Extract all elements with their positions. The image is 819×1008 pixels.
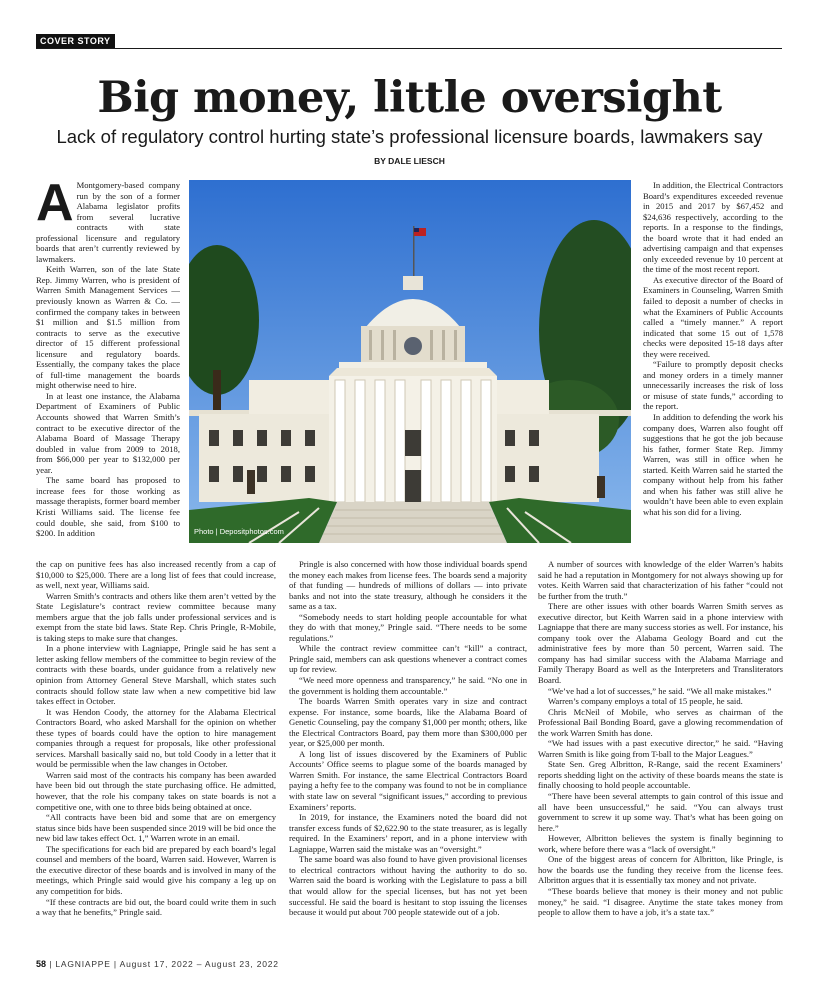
- column-3-top: [643, 180, 783, 558]
- lead-paragraph: A Montgomery-based company run by the son of a former Alabama legislator profits from several lucrative contracts with state professional licensure and regulatory boards that aren’t currently reviewed by lawmakers.: [36, 180, 180, 264]
- deck-subheadline: Lack of regulatory control hurting state’s professional licensure boards, lawmakers say: [56, 126, 763, 147]
- capitol-photo: [189, 180, 631, 543]
- paragraph: State Sen. Greg Albritton, R-Range, said the recent Examiners’ reports shedding light on the activity of these boards means the state is finally choosing to hold people accountable.: [538, 759, 783, 791]
- paragraph: “If these contracts are bid out, the board could write them in such a way that he benefits,” Pringle said.: [36, 896, 276, 918]
- drop-cap: A: [36, 180, 74, 232]
- paragraph: It was Hendon Coody, the attorney for the Alabama Electrical Contractors Board, who asked Marshall for the opinion on whether these types of boards could have the option to hire management companies through a request for proposals, like other professional services. Marshall basically said no, but told Coody in a letter that it would be permissible when the law changes in October.: [36, 706, 276, 770]
- paragraph: While the contract review committee can’t “kill” a contract, Pringle said, members can ask questions whenever a contract comes up for review.: [289, 643, 527, 675]
- paragraph: “We need more openness and transparency,” he said. “No one in the government is holding them accountable.”: [289, 675, 527, 696]
- paragraph: A number of sources with knowledge of the elder Warren’s habits said he had a reputation in Montgomery for not always showing up for votes. Keith Warren said that characterization of his father “could not be further from the truth.”: [538, 559, 783, 601]
- paragraph: In addition, the Electrical Contractors Board’s expenditures exceeded revenue in 2015 and 2017 by $67,452 and $24,636 respectively, according to the reports. In a response to the findings, the board wrote that it had ended an advertising campaign and that expenses only exceeded revenue by 10 percent at the time of the most recent report.: [643, 180, 783, 275]
- paragraph: “We had issues with a past executive director,” he said. “Having Warren Smith is like going from T-ball to the Major Leagues.”: [538, 738, 783, 759]
- issue-dates: August 17, 2022 – August 23, 2022: [119, 959, 279, 969]
- column-3-bottom: [538, 559, 783, 937]
- paragraph: Warren’s company employs a total of 15 people, he said.: [548, 696, 743, 707]
- section-rule: [36, 34, 782, 49]
- paragraph: In a phone interview with Lagniappe, Pringle said he has sent a letter asking fellow members of the committee to begin review of the contracts with these boards, under guidance from a relatively new opinion from Attorney General Steve Marshall, which states such contracts should follow state law when a new competitive bid law takes effect in October.: [36, 643, 276, 707]
- publication-name: LAGNIAPPE: [55, 959, 111, 969]
- paragraph: The same board has proposed to increase fees for those working as massage therapists, former board member Kristi Williams said. The license fee could double, she said, from $100 to $200. In addition: [36, 475, 180, 539]
- paragraph: In at least one instance, the Alabama Department of Examiners of Public Accounts showed that Warren Smith’s contract to be executive director of the Alabama Board of Massage Therapy doubled in value from 2009 to 2018, from $66,000 per year to $132,000 per year.: [36, 390, 180, 475]
- paragraph: “We’ve had a lot of successes,” he said. “We all make mistakes.”: [548, 685, 772, 696]
- paragraph: A long list of issues discovered by the Examiners of Public Accounts’ Office seems to plague some of the boards managed by Warren Smith. For instance, the same Electrical Contractors Board paying a hefty fee to the company was found to not be in compliance with state law on several “significant issues,” according to previous Examiners’ reports.: [289, 748, 527, 812]
- paragraph: Chris McNeil of Mobile, who serves as chairman of the Professional Bail Bonding Board, gave a glowing recommendation of the work Warren Smith has done.: [538, 706, 783, 738]
- paragraph: the cap on punitive fees has also increased recently from a cap of $10,000 to $25,000. There are a long list of fees that could increase, as well, next year, Williams said.: [36, 559, 276, 591]
- photo-credit: Photo | Depositphotos.com: [194, 527, 284, 536]
- paragraph: The same board was also found to have given provisional licenses to electrical contractors without having the authority to do so. Warren said the board is working with the Legislature to pass a bill that would allow for the special licenses, but has not yet been successful. He said the board is hesitant to stop issuing the licenses because it would put about 700 people statewide out of a job.: [289, 854, 527, 918]
- column-1-bottom: [36, 559, 276, 937]
- byline: BY DALE LIESCH: [374, 156, 445, 166]
- paragraph: “These boards believe that money is their money and not public money,” he said. “I disagree. Anytime the state takes money from people to allow them to have a job, it’s a state tax.”: [538, 885, 783, 918]
- headline: Big money, little oversight: [97, 73, 722, 123]
- page-number: 58: [36, 959, 47, 969]
- section-kicker: COVER STORY: [36, 34, 115, 48]
- paragraph: Keith Warren, son of the late State Rep. Jimmy Warren, who is president of Warren Smith Management Services — previously known as Warren & Co. — confirmed the company takes in between $1 million and $1.5 million from contracts to serve as the executive director of 15 different professional licensure and regulatory boards. Essentially, the company takes the place of full-time management the boards might otherwise need to hire.: [36, 264, 180, 391]
- column-1-top: [36, 180, 180, 558]
- column-2: [289, 559, 527, 937]
- paragraph: The boards Warren Smith operates vary in size and contract expense. For instance, some boards, like the Alabama Board of Genetic Counseling, pay the company $1,000 per month; others, like the Electrical Contractors Board, pay them more than $300,000 per year, or $25,000 per month.: [289, 696, 527, 749]
- paragraph: As executive director of the Board of Examiners in Counseling, Warren Smith failed to deposit a number of checks in what the Examiners of Public Accounts called a “timely manner.” A report indicated that some 15 out of 1,578 checks were deposited 15-18 days after they were received.: [643, 274, 783, 359]
- paragraph: Warren Smith’s contracts and others like them aren’t vetted by the State Legislature’s contract review committee because many members argue that the job falls under professional services and is exempt from the state bid laws. State Rep. Chris Pringle, R-Mobile, is taking steps to make sure that changes.: [36, 590, 276, 643]
- footer-separator: |: [113, 959, 120, 969]
- paragraph: “All contracts have been bid and some that are on emergency status since bids have been suspended since 2019 will be bid once the new bid law takes effect Oct. 1,” Warren wrote in an email.: [36, 812, 276, 844]
- paragraph: Warren said most of the contracts his company has been awarded have been bid out through the state purchasing office. He admitted, however, that the role his company takes on state boards is not a competitive one, with one to three bids being obtained at once.: [36, 769, 276, 812]
- paragraph: The specifications for each bid are prepared by each board’s legal counsel and members of the board, Warren said. However, Warren is the executive director of these boards and is involved in many of the meetings, which Pringle said would give his company a leg up on any competition for bids.: [36, 843, 276, 896]
- paragraph: In 2019, for instance, the Examiners noted the board did not transfer excess funds of $2,622.90 to the state treasurer, as is legally required. In the Examiners’ report, and in a phone interview with Lagniappe, Warren said the mistake was an “oversight.”: [289, 812, 527, 854]
- paragraph: However, Albritton believes the system is finally beginning to work, where before there was a “lack of oversight.”: [538, 833, 783, 854]
- paragraph: “There have been several attempts to gain control of this issue and all have been unsuccessful,” he said. “You can always trust government to screw it up some way. That’s what has been going on here.”: [538, 791, 783, 833]
- footer-separator: |: [49, 959, 56, 969]
- paragraph: In addition to defending the work his company does, Warren also fought off suggestions that he got the job because his father, former State Rep. Jimmy Warren, was still in office when he started. Keith Warren said he started the company without help from his father and when his father was still alive he wouldn’t have been able to even explain what his son did for a living.: [643, 412, 783, 517]
- paragraph: “Failure to promptly deposit checks and money orders in a timely manner unnecessarily increases the risk of loss or misuse of state funds,” according to the report.: [643, 359, 783, 412]
- paragraph: “Somebody needs to start holding people accountable for what they do with that money,” Pringle said. “There needs to be some regulations.”: [289, 611, 527, 643]
- paragraph: Pringle is also concerned with how those individual boards spend the money each makes from license fees. The boards send a majority of that funding — hundreds of millions of dollars — into private banks and not into the state treasury, although he considers it the same as a tax.: [289, 559, 527, 612]
- paragraph: One of the biggest areas of concern for Albritton, like Pringle, is how the boards use the funding they receive from the license fees. Albritton argues that it is essentially tax money and not private.: [538, 854, 783, 886]
- page-footer: [36, 959, 279, 969]
- paragraph: There are other issues with other boards Warren Smith serves as executive director, but Keith Warren said in a phone interview with Lagniappe that there are many success stories as well. For instance, his company took over the Alabama Geology Board and cut the administrative fees by more than 50 percent, Warren said. The company has had similar success with the Alabama Marriage and Family Therapy Board as well as the Interpreters and Transliterators Board.: [538, 601, 783, 686]
